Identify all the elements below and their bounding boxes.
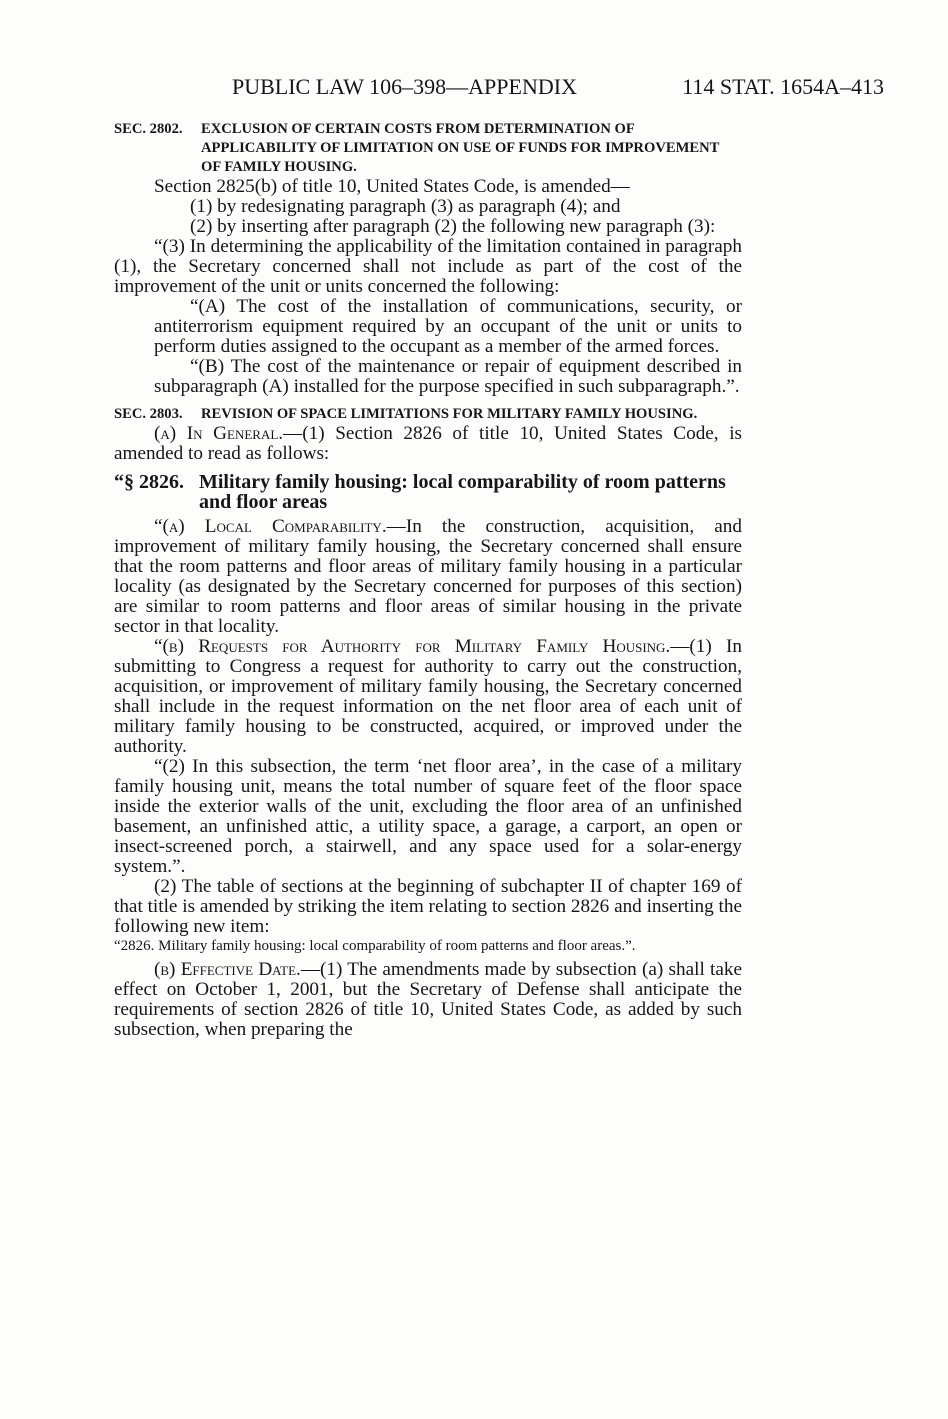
section-2802-subparagraph-b: “(B) The cost of the maintenance or repair of equipment described in subparagraph (A) installed for the purpose specified in such subparagraph.”. [154, 356, 742, 397]
section-2826-heading [114, 472, 742, 512]
section-2802-item-2: (2) by inserting after paragraph (2) the following new paragraph (3): [190, 216, 716, 237]
section-2802-heading [114, 120, 742, 177]
section-2802-intro: Section 2825(b) of title 10, United States Code, is amended— [154, 176, 630, 197]
requests-for-authority-text: —(1) In submitting to Congress a request for authority to carry out the construction, acquisition, or improvement of military family housing, the Secretary concerned shall include in the request information on the net floor area of each unit of military family housing to be constructed, acquired, or improved under the authority. [114, 636, 743, 757]
table-of-sections-amendment: (2) The table of sections at the beginning of subchapter II of chapter 169 of that title is amended by striking the item relating to section 2826 and inserting the following new item: [114, 876, 742, 937]
running-head-page-number: 114 STAT. 1654A–413 [682, 74, 884, 99]
subsection-a-label: (a) In General. [154, 423, 284, 444]
subsection-a-text: —(1) Section 2826 of title 10, United States Code, is amended to read as follows: [114, 423, 743, 464]
section-2802-number: SEC. 2802. [114, 121, 183, 137]
section-2803-number: SEC. 2803. [114, 406, 183, 422]
running-head [232, 72, 884, 102]
document-body [114, 120, 742, 1040]
requests-for-authority-paragraph [114, 637, 742, 757]
local-comparability-text: —In the construction, acquisition, and improvement of military family housing, the Secretary concerned shall ensure that the room patterns and floor areas of military family housing in a particular locality (as designated by the Secretary concerned for purposes of this section) are similar to room patterns and floor areas of similar housing in the private sector in that locality. [114, 516, 742, 637]
running-head-title: PUBLIC LAW 106–398—APPENDIX [232, 74, 577, 99]
table-of-sections-item: “2826. Military family housing: local comparability of room patterns and floor areas.”. [114, 938, 636, 954]
effective-date-label: (b) Effective Date. [154, 959, 301, 980]
section-2802-item-1: (1) by redesignating paragraph (3) as paragraph (4); and [190, 196, 621, 217]
requests-for-authority-label: “(b) Requests for Authority for Military Family Housing. [154, 636, 671, 657]
section-2803-subsection-a [114, 424, 742, 464]
section-2826-number: “§ 2826. [114, 471, 184, 493]
effective-date-text: —(1) The amendments made by subsection (a) shall take effect on October 1, 2001, but the Secretary of Defense shall anticipate the requirements of section 2826 of title 10, United States Code, as added by such subsection, when preparing the [114, 959, 742, 1040]
section-2803-heading [114, 405, 742, 424]
section-2826-title: Military family housing: local comparability of room patterns and floor areas [199, 471, 726, 513]
section-2802-paragraph-3: “(3) In determining the applicability of the limitation contained in paragraph (1), the Secretary concerned shall not include as part of the cost of the improvement of the unit or units concerned the following: [114, 236, 742, 297]
section-2802-subparagraph-a: “(A) The cost of the installation of communications, security, or antiterrorism equipment required by an occupant of the unit or units to perform duties assigned to the occupant as a member of the armed forces. [154, 296, 742, 357]
section-2803-title: REVISION OF SPACE LIMITATIONS FOR MILITARY FAMILY HOUSING. [201, 406, 698, 422]
section-2802-title: EXCLUSION OF CERTAIN COSTS FROM DETERMINATION OF APPLICABILITY OF LIMITATION ON USE OF FUNDS FOR IMPROVEMENT OF FAMILY HOUSING. [201, 121, 720, 175]
net-floor-area-definition: “(2) In this subsection, the term ‘net floor area’, in the case of a military family housing unit, means the total number of square feet of the floor space inside the exterior walls of the unit, excluding the floor area of an unfinished basement, an unfinished attic, a utility space, a garage, a carport, an open or insect-screened porch, a stairwell, and any space used for a solar-energy system.”. [114, 756, 742, 877]
local-comparability-label: “(a) Local Comparability. [154, 516, 387, 537]
local-comparability-paragraph [114, 517, 742, 637]
effective-date-paragraph [114, 960, 742, 1040]
